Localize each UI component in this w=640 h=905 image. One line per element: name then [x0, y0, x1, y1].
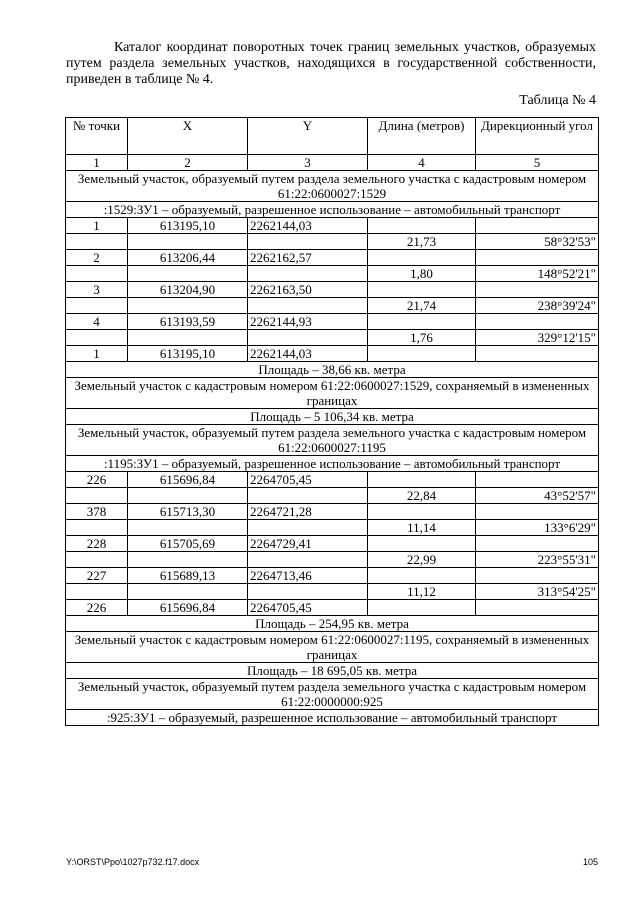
- empty-cell: [368, 314, 476, 330]
- empty-cell: [66, 266, 128, 282]
- empty-cell: [476, 314, 599, 330]
- segment-angle: 223°55'31": [476, 552, 599, 568]
- column-number: 5: [476, 155, 599, 171]
- point-row: [66, 600, 599, 616]
- point-number: 228: [66, 536, 128, 552]
- segment-row: [66, 520, 599, 536]
- point-number: 378: [66, 504, 128, 520]
- segment-angle: 329°12'15": [476, 330, 599, 346]
- coord-x: 615689,13: [128, 568, 248, 584]
- empty-cell: [128, 520, 248, 536]
- segment-row: [66, 584, 599, 600]
- empty-cell: [476, 282, 599, 298]
- table-body: [66, 171, 599, 726]
- empty-cell: [66, 520, 128, 536]
- section-caption: :1529:ЗУ1 – образуемый, разрешенное использование – автомобильный транспорт: [66, 202, 599, 218]
- segment-row: [66, 488, 599, 504]
- empty-cell: [476, 346, 599, 362]
- segment-length: 21,73: [368, 234, 476, 250]
- empty-cell: [66, 330, 128, 346]
- coord-y: 2262162,57: [248, 250, 368, 266]
- point-row: [66, 504, 599, 520]
- section-row: [66, 456, 599, 472]
- segment-length: 1,80: [368, 266, 476, 282]
- point-row: [66, 472, 599, 488]
- empty-cell: [66, 552, 128, 568]
- section-caption: Земельный участок с кадастровым номером 61:22:0600027:1195, сохраняемый в измененных границах: [66, 632, 599, 663]
- empty-cell: [368, 504, 476, 520]
- column-number-row: [66, 155, 599, 171]
- coordinates-table: [65, 117, 599, 726]
- empty-cell: [248, 552, 368, 568]
- empty-cell: [476, 568, 599, 584]
- section-caption: Земельный участок с кадастровым номером 61:22:0600027:1529, сохраняемый в измененных границах: [66, 378, 599, 409]
- segment-row: [66, 330, 599, 346]
- coord-x: 613193,59: [128, 314, 248, 330]
- empty-cell: [368, 250, 476, 266]
- section-caption: Площадь – 5 106,34 кв. метра: [66, 409, 599, 425]
- coord-x: 615696,84: [128, 472, 248, 488]
- empty-cell: [128, 584, 248, 600]
- empty-cell: [476, 600, 599, 616]
- table-caption: Таблица № 4: [519, 93, 596, 108]
- section-caption: Площадь – 38,66 кв. метра: [66, 362, 599, 378]
- point-row: [66, 250, 599, 266]
- empty-cell: [476, 504, 599, 520]
- section-caption: Площадь – 254,95 кв. метра: [66, 616, 599, 632]
- coord-y: 2264729,41: [248, 536, 368, 552]
- section-row: [66, 202, 599, 218]
- section-caption: Площадь – 18 695,05 кв. метра: [66, 663, 599, 679]
- empty-cell: [66, 488, 128, 504]
- empty-cell: [248, 298, 368, 314]
- section-caption: Земельный участок, образуемый путем раздела земельного участка с кадастровым номером 61:22:0600027:1195: [66, 425, 599, 456]
- section-row: [66, 362, 599, 378]
- coord-y: 2262163,50: [248, 282, 368, 298]
- point-number: 4: [66, 314, 128, 330]
- point-number: 2: [66, 250, 128, 266]
- point-row: [66, 568, 599, 584]
- section-caption: :1195:ЗУ1 – образуемый, разрешенное использование – автомобильный транспорт: [66, 456, 599, 472]
- coord-y: 2262144,93: [248, 314, 368, 330]
- segment-row: [66, 552, 599, 568]
- point-number: 3: [66, 282, 128, 298]
- segment-length: 11,12: [368, 584, 476, 600]
- coord-x: 615696,84: [128, 600, 248, 616]
- empty-cell: [368, 346, 476, 362]
- segment-row: [66, 234, 599, 250]
- segment-angle: 313°54'25": [476, 584, 599, 600]
- section-row: [66, 679, 599, 710]
- segment-row: [66, 266, 599, 282]
- coord-y: 2264713,46: [248, 568, 368, 584]
- section-caption: :925:ЗУ1 – образуемый, разрешенное использование – автомобильный транспорт: [66, 710, 599, 726]
- coord-y: 2264705,45: [248, 600, 368, 616]
- segment-length: 1,76: [368, 330, 476, 346]
- point-number: 227: [66, 568, 128, 584]
- empty-cell: [476, 250, 599, 266]
- section-row: [66, 710, 599, 726]
- table-header-row: [66, 118, 599, 155]
- header-y: Y: [248, 118, 368, 155]
- section-row: [66, 409, 599, 425]
- empty-cell: [368, 600, 476, 616]
- empty-cell: [368, 568, 476, 584]
- empty-cell: [368, 218, 476, 234]
- point-number: 1: [66, 218, 128, 234]
- empty-cell: [128, 330, 248, 346]
- coord-x: 615713,30: [128, 504, 248, 520]
- empty-cell: [248, 266, 368, 282]
- empty-cell: [66, 298, 128, 314]
- point-row: [66, 536, 599, 552]
- column-number: 2: [128, 155, 248, 171]
- column-number: 3: [248, 155, 368, 171]
- empty-cell: [476, 472, 599, 488]
- section-row: [66, 171, 599, 202]
- empty-cell: [128, 234, 248, 250]
- segment-length: 22,99: [368, 552, 476, 568]
- segment-angle: 133°6'29": [476, 520, 599, 536]
- footer-file-path: Y:\ORST\Ppo\1027p732.f17.docx: [66, 857, 200, 867]
- intro-paragraph: Каталог координат поворотных точек границ земельных участков, образуемых путем раздела земельных участков, находящихся в государственной собственности, приведен в таблице № 4.: [66, 40, 596, 87]
- empty-cell: [368, 472, 476, 488]
- coord-y: 2262144,03: [248, 346, 368, 362]
- empty-cell: [368, 282, 476, 298]
- segment-angle: 238°39'24": [476, 298, 599, 314]
- coord-y: 2264705,45: [248, 472, 368, 488]
- coord-x: 613195,10: [128, 346, 248, 362]
- empty-cell: [248, 488, 368, 504]
- section-caption: Земельный участок, образуемый путем раздела земельного участка с кадастровым номером 61:22:0600027:1529: [66, 171, 599, 202]
- coord-x: 613206,44: [128, 250, 248, 266]
- empty-cell: [476, 218, 599, 234]
- header-direction-angle: Дирекционный угол: [476, 118, 599, 155]
- point-row: [66, 218, 599, 234]
- point-number: 1: [66, 346, 128, 362]
- segment-angle: 58°32'53": [476, 234, 599, 250]
- point-row: [66, 314, 599, 330]
- point-row: [66, 282, 599, 298]
- section-row: [66, 616, 599, 632]
- header-length: Длина (метров): [368, 118, 476, 155]
- empty-cell: [128, 266, 248, 282]
- section-row: [66, 663, 599, 679]
- section-row: [66, 378, 599, 409]
- segment-angle: 43°52'57": [476, 488, 599, 504]
- segment-length: 11,14: [368, 520, 476, 536]
- coord-y: 2262144,03: [248, 218, 368, 234]
- empty-cell: [248, 520, 368, 536]
- empty-cell: [248, 330, 368, 346]
- section-row: [66, 425, 599, 456]
- empty-cell: [248, 234, 368, 250]
- empty-cell: [476, 536, 599, 552]
- empty-cell: [248, 584, 368, 600]
- empty-cell: [368, 536, 476, 552]
- header-point-number: № точки: [66, 118, 128, 155]
- section-row: [66, 632, 599, 663]
- column-number: 1: [66, 155, 128, 171]
- point-number: 226: [66, 600, 128, 616]
- empty-cell: [66, 234, 128, 250]
- segment-length: 21,74: [368, 298, 476, 314]
- point-number: 226: [66, 472, 128, 488]
- header-x: X: [128, 118, 248, 155]
- coord-x: 613195,10: [128, 218, 248, 234]
- segment-angle: 148°52'21": [476, 266, 599, 282]
- empty-cell: [128, 488, 248, 504]
- coord-y: 2264721,28: [248, 504, 368, 520]
- footer-page-number: 105: [582, 857, 598, 867]
- empty-cell: [128, 552, 248, 568]
- section-caption: Земельный участок, образуемый путем раздела земельного участка с кадастровым номером 61:22:0000000:925: [66, 679, 599, 710]
- empty-cell: [66, 584, 128, 600]
- segment-row: [66, 298, 599, 314]
- column-number: 4: [368, 155, 476, 171]
- segment-length: 22,84: [368, 488, 476, 504]
- coord-x: 615705,69: [128, 536, 248, 552]
- coord-x: 613204,90: [128, 282, 248, 298]
- point-row: [66, 346, 599, 362]
- empty-cell: [128, 298, 248, 314]
